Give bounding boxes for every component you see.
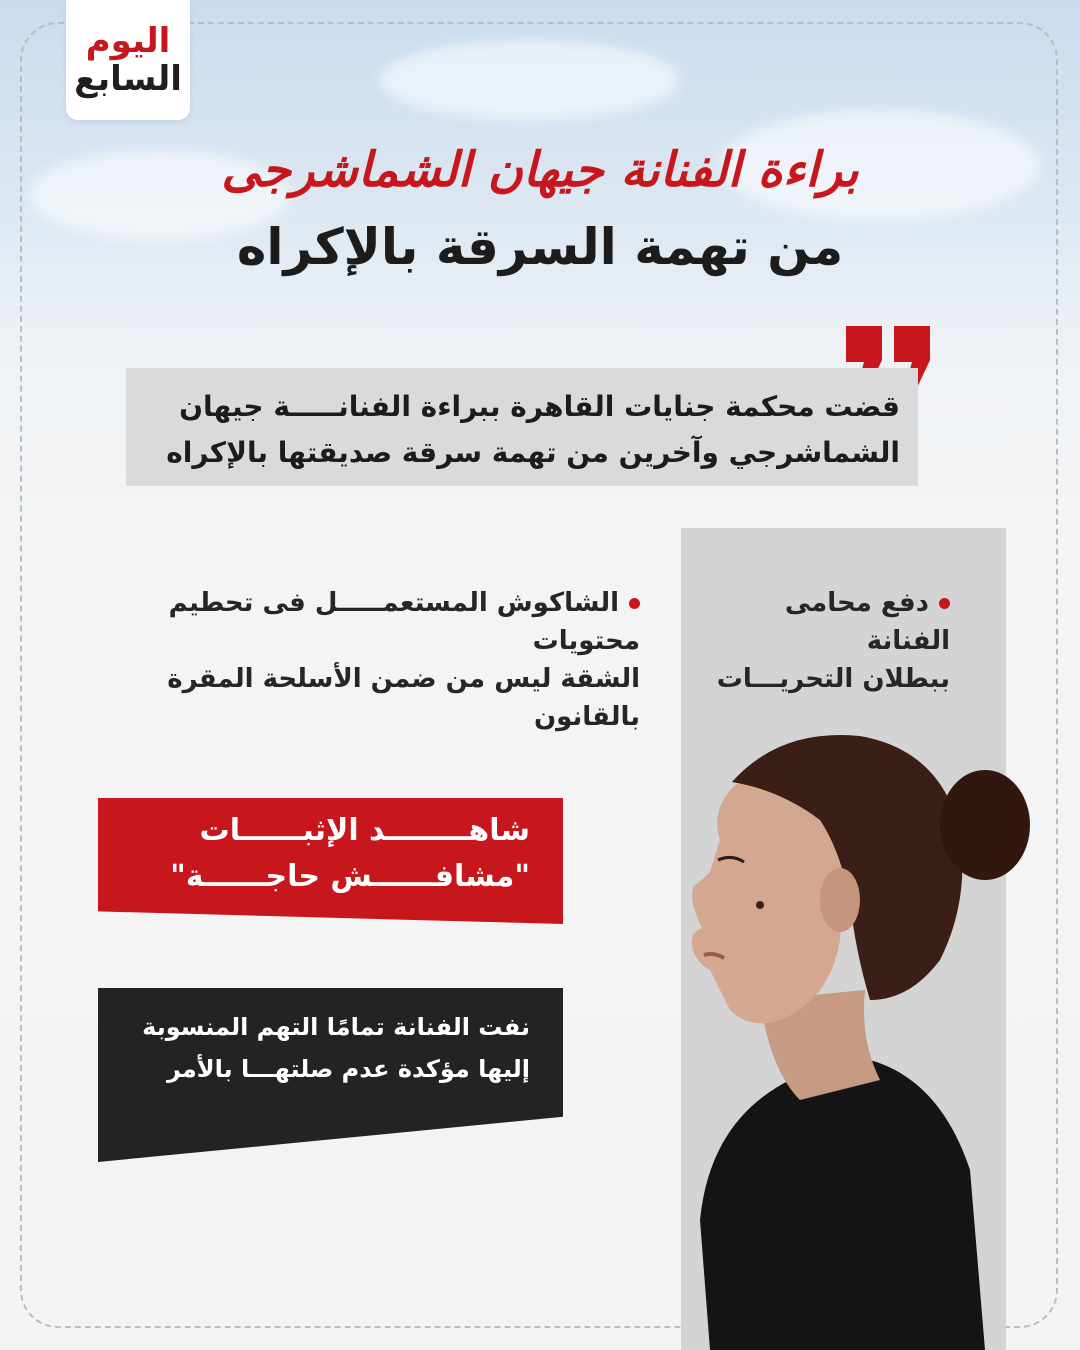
brand-logo <box>66 0 190 120</box>
quote-text <box>150 384 900 476</box>
bullet-dot-icon <box>939 598 950 609</box>
headline-black: من تهمة السرقة بالإكراه <box>236 218 844 276</box>
witness-text <box>110 808 530 900</box>
denial-line-2: إليها مؤكدة عدم صلتهـــا بالأمر <box>167 1055 530 1083</box>
witness-line-1: شاهــــــــد الإثبــــــات <box>199 813 530 848</box>
denial-line-1: نفت الفنانة تمامًا التهم المنسوبة <box>142 1013 530 1041</box>
brand-line-1: اليوم <box>85 21 171 61</box>
quote-line-1: قضت محكمة جنايات القاهرة ببراءة الفنانـــــة جيهان <box>179 390 900 423</box>
quote-line-2: الشماشرجي وآخرين من تهمة سرقة صديقتها بالإكراه <box>166 436 900 469</box>
bullet-hammer-line-2: الشقة ليس من ضمن الأسلحة المقرة بالقانون <box>167 664 640 732</box>
bullet-hammer-line-1: الشاكوش المستعمـــــل فى تحطيم محتويات <box>168 588 640 656</box>
woman-profile-photo <box>640 700 1080 1350</box>
bullet-lawyer-line-1: دفع محامى الفنانة <box>784 588 950 656</box>
bullet-dot-icon <box>629 598 640 609</box>
headline-red: براءة الفنانة جيهان الشماشرجى <box>221 142 859 198</box>
brand-line-2: السابع <box>74 59 182 99</box>
bullet-lawyer <box>700 584 950 698</box>
witness-line-2: "مشافــــــش حاجــــــة" <box>170 859 530 894</box>
bullet-hammer <box>80 584 640 736</box>
bullet-lawyer-line-2: ببطلان التحريـــات <box>716 664 950 694</box>
denial-text <box>110 1006 530 1090</box>
